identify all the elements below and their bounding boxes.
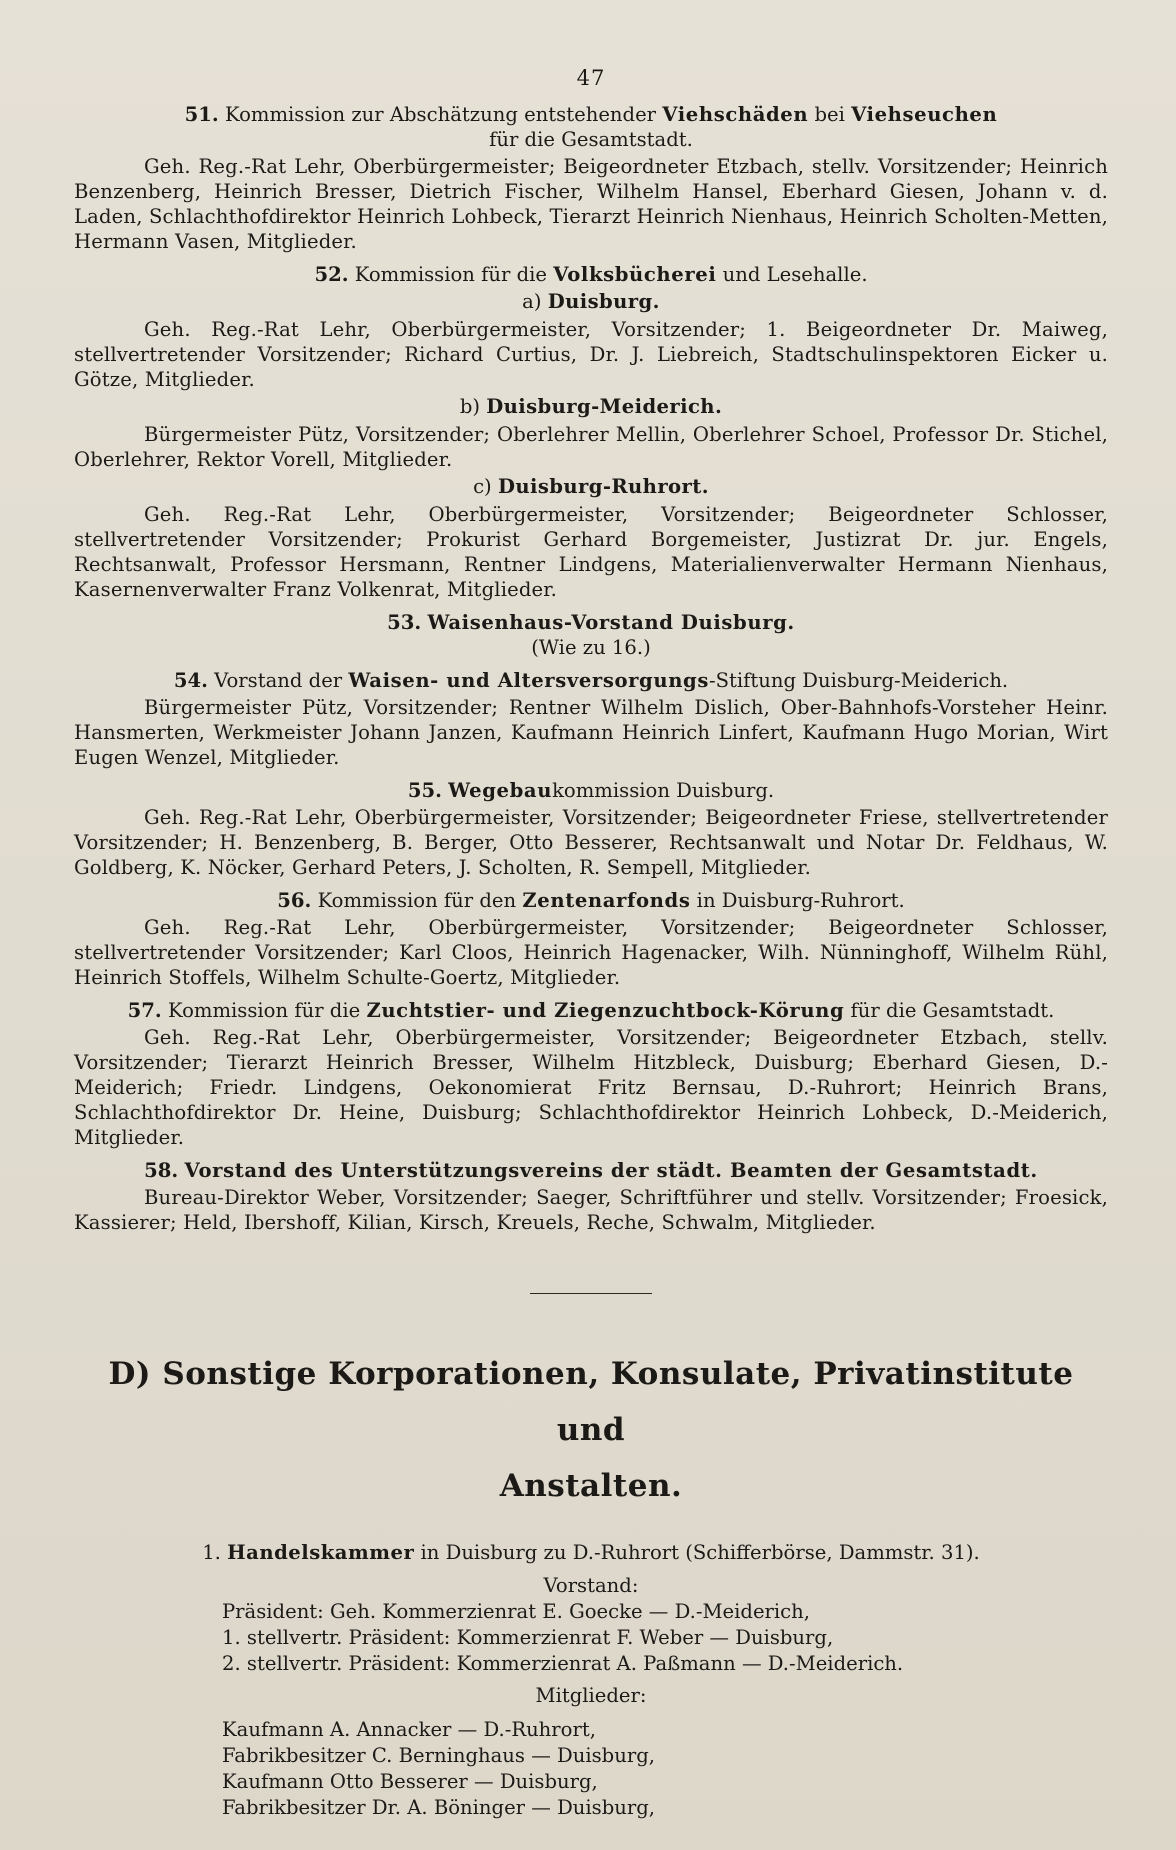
entry-title-text: bei (808, 103, 852, 126)
entry-number: 51. (184, 103, 219, 126)
entry-body: Bureau-Direktor Weber, Vorsitzender; Saeger, Schriftführer und stellv. Vorsitzender; Froesick, Kassierer; Held, Ibershoff, Kilian, Kirsch, Kreuels, Reche, Schwalm, Mitglieder. (74, 1186, 1108, 1234)
subsection-heading (74, 474, 1108, 500)
subsection-name: Duisburg-Ruhrort. (497, 475, 709, 498)
entry-title-bold: Vorstand des Unterstützungsvereins der städt. Beamten der Gesamtstadt. (184, 1159, 1038, 1182)
entry-title-text: Kommission für die (354, 263, 554, 286)
entry-title-text: Kommission für die (167, 999, 367, 1022)
section-d-line1: D) Sonstige Korporationen, Konsulate, Privatinstitute und (108, 1356, 1074, 1448)
entry-heading (74, 610, 1108, 635)
entry-number: 57. (127, 999, 162, 1022)
handelskammer-name: Handelskammer (227, 1541, 415, 1564)
entry-heading-line2: für die Gesamtstadt. (489, 128, 693, 151)
entry-number: 56. (277, 889, 312, 912)
list-item: 1. stellvertr. Präsident: Kommerzienrat F. Weber — Duisburg, (222, 1626, 834, 1649)
entry-number: 53. (387, 611, 422, 634)
list-item: Kaufmann Otto Besserer — Duisburg, (222, 1770, 598, 1793)
entry-title-text: -Stiftung Duisburg-Meiderich. (708, 669, 1009, 692)
entry-body: Bürgermeister Pütz, Vorsitzender; Rentner Wilhelm Dislich, Ober-Bahnhofs-Vorsteher Heinr. Hansmerten, Werkmeister Johann Janzen, Kaufmann Heinrich Linfert, Kaufmann Hugo Morian, Wirt Eugen Wenzel, Mitglieder. (74, 696, 1108, 769)
page-number: 47 (576, 66, 606, 90)
list-item: Fabrikbesitzer C. Berninghaus — Duisburg, (222, 1744, 655, 1767)
entry-52 (74, 262, 1108, 602)
entry-title-bold: Viehschäden (662, 103, 809, 126)
entry-title-text: Vorstand der (214, 669, 349, 692)
entry-title-text: Kommission zur Abschätzung entstehender (224, 103, 663, 126)
entry-number: 52. (314, 263, 349, 286)
list-item: Fabrikbesitzer Dr. A. Böninger — Duisburg, (222, 1796, 656, 1819)
entry-title-bold: Waisen- und Altersversorgungs (348, 669, 709, 692)
entry-number: 58. (144, 1159, 179, 1182)
entry-heading (74, 262, 1108, 287)
subsection-name: Duisburg. (547, 290, 660, 313)
entry-title-text: kommission Duisburg. (552, 779, 775, 802)
entry-heading (74, 1158, 1108, 1183)
entry-body: Geh. Reg.-Rat Lehr, Oberbürgermeister; Beigeordneter Etzbach, stellv. Vorsitzender; Heinrich Benzenberg, Heinrich Bresser, Dietrich Fischer, Wilhelm Hansel, Eberhard Giesen, Johann v. d. Laden, Schlachthofdirektor Heinrich Lohbeck, Tierarzt Heinrich Nienhaus, Heinrich Scholten-Metten, Hermann Vasen, Mitglieder. (74, 155, 1109, 253)
subsection-body: Bürgermeister Pütz, Vorsitzender; Oberlehrer Mellin, Oberlehrer Schoel, Professor Dr. Stichel, Oberlehrer, Rektor Vorell, Mitglieder. (74, 423, 1108, 471)
entry-number: 1. (202, 1541, 221, 1564)
mitglieder-list (222, 1717, 1108, 1821)
divider-rule (530, 1293, 652, 1294)
subsection-heading (74, 394, 1108, 420)
subsection-name: Duisburg-Meiderich. (486, 395, 723, 418)
section-d-heading (74, 1346, 1108, 1514)
entry-body: Geh. Reg.-Rat Lehr, Oberbürgermeister, Vorsitzender; Beigeordneter Schlosser, stellvertretender Vorsitzender; Karl Cloos, Heinrich Hagenacker, Wilh. Nünninghoff, Wilhelm Rühl, Heinrich Stoffels, Wilhelm Schulte-Goertz, Mitglieder. (74, 916, 1108, 989)
entry-title-bold: Viehseuchen (851, 103, 998, 126)
entry-title-bold: Wegebau (448, 779, 553, 802)
entry-body: Geh. Reg.-Rat Lehr, Oberbürgermeister, Vorsitzender; Beigeordneter Friese, stellvertretender Vorsitzender; H. Benzenberg, B. Berger, Otto Besserer, Rechtsanwalt und Notar Dr. Feldhaus, W. Goldberg, K. Nöcker, Gerhard Peters, J. Scholten, R. Sempell, Mitglieder. (74, 806, 1108, 879)
handelskammer-address: in Duisburg zu D.-Ruhrort (Schifferbörse, Dammstr. 31). (414, 1541, 980, 1564)
vorstand-list (222, 1599, 1108, 1677)
entry-heading (74, 778, 1108, 803)
entry-53 (74, 610, 1108, 660)
entry-body: Geh. Reg.-Rat Lehr, Oberbürgermeister, Vorsitzender; Beigeordneter Etzbach, stellv. Vorsitzender; Tierarzt Heinrich Bresser, Wilhelm Hitzbleck, Duisburg; Eberhard Giesen, D.-Meiderich; Friedr. Lindgens, Oekonomierat Fritz Bernsau, D.-Ruhrort; Heinrich Brans, Schlachthofdirektor Dr. Heine, Duisburg; Schlachthofdirektor Heinrich Lohbeck, D.-Meiderich, Mitglieder. (74, 1026, 1108, 1149)
entry-56 (74, 888, 1108, 990)
entry-title-bold: Volksbücherei (553, 263, 717, 286)
entry-heading (74, 102, 1108, 127)
entry-note: (Wie zu 16.) (531, 636, 651, 659)
section-d-line2: Anstalten. (499, 1468, 683, 1504)
entry-title-text: und Lesehalle. (716, 263, 868, 286)
list-item: Kaufmann A. Annacker — D.-Ruhrort, (222, 1718, 596, 1741)
entry-heading (74, 888, 1108, 913)
entry-title-text: Kommission für den (317, 889, 523, 912)
entry-55 (74, 778, 1108, 880)
entry-title-text: in Duisburg-Ruhrort. (690, 889, 905, 912)
entry-number: 55. (407, 779, 442, 802)
mitglieder-label: Mitglieder: (535, 1684, 647, 1707)
entry-51 (74, 102, 1108, 254)
handelskammer-heading (74, 1540, 1108, 1565)
entry-heading (74, 668, 1108, 693)
entry-number: 54. (173, 669, 208, 692)
subsection-label: b) (459, 395, 480, 418)
entry-57 (74, 998, 1108, 1150)
subsection-label: c) (473, 475, 492, 498)
list-item: 2. stellvertr. Präsident: Kommerzienrat A. Paßmann — D.-Meiderich. (222, 1652, 904, 1675)
subsection-body: Geh. Reg.-Rat Lehr, Oberbürgermeister, Vorsitzender; Beigeordneter Schlosser, stellvertretender Vorsitzender; Prokurist Gerhard Borgemeister, Justizrat Dr. jur. Engels, Rechtsanwalt, Professor Hersmann, Rentner Lindgens, Materialienverwalter Hermann Nienhaus, Kasernenverwalter Franz Volkenrat, Mitglieder. (74, 503, 1108, 601)
entry-54 (74, 668, 1108, 770)
list-item: Präsident: Geh. Kommerzienrat E. Goecke — D.-Meiderich, (222, 1600, 810, 1623)
subsection-body: Geh. Reg.-Rat Lehr, Oberbürgermeister, Vorsitzender; 1. Beigeordneter Dr. Maiweg, stellvertretender Vorsitzender; Richard Curtius, Dr. J. Liebreich, Stadtschulinspektoren Eicker u. Götze, Mitglieder. (74, 318, 1108, 391)
subsection-heading (74, 289, 1108, 315)
entry-title-text: für die Gesamtstadt. (844, 999, 1055, 1022)
entry-title-bold: Zentenarfonds (522, 889, 691, 912)
entry-title-bold: Zuchtstier- und Ziegenzuchtbock-Körung (366, 999, 845, 1022)
entry-58 (74, 1158, 1108, 1235)
subsection-label: a) (522, 290, 542, 313)
entry-title-bold: Waisenhaus-Vorstand Duisburg. (427, 611, 795, 634)
vorstand-label: Vorstand: (543, 1574, 639, 1597)
entry-heading (74, 998, 1108, 1023)
handelskammer-entry (74, 1540, 1108, 1821)
